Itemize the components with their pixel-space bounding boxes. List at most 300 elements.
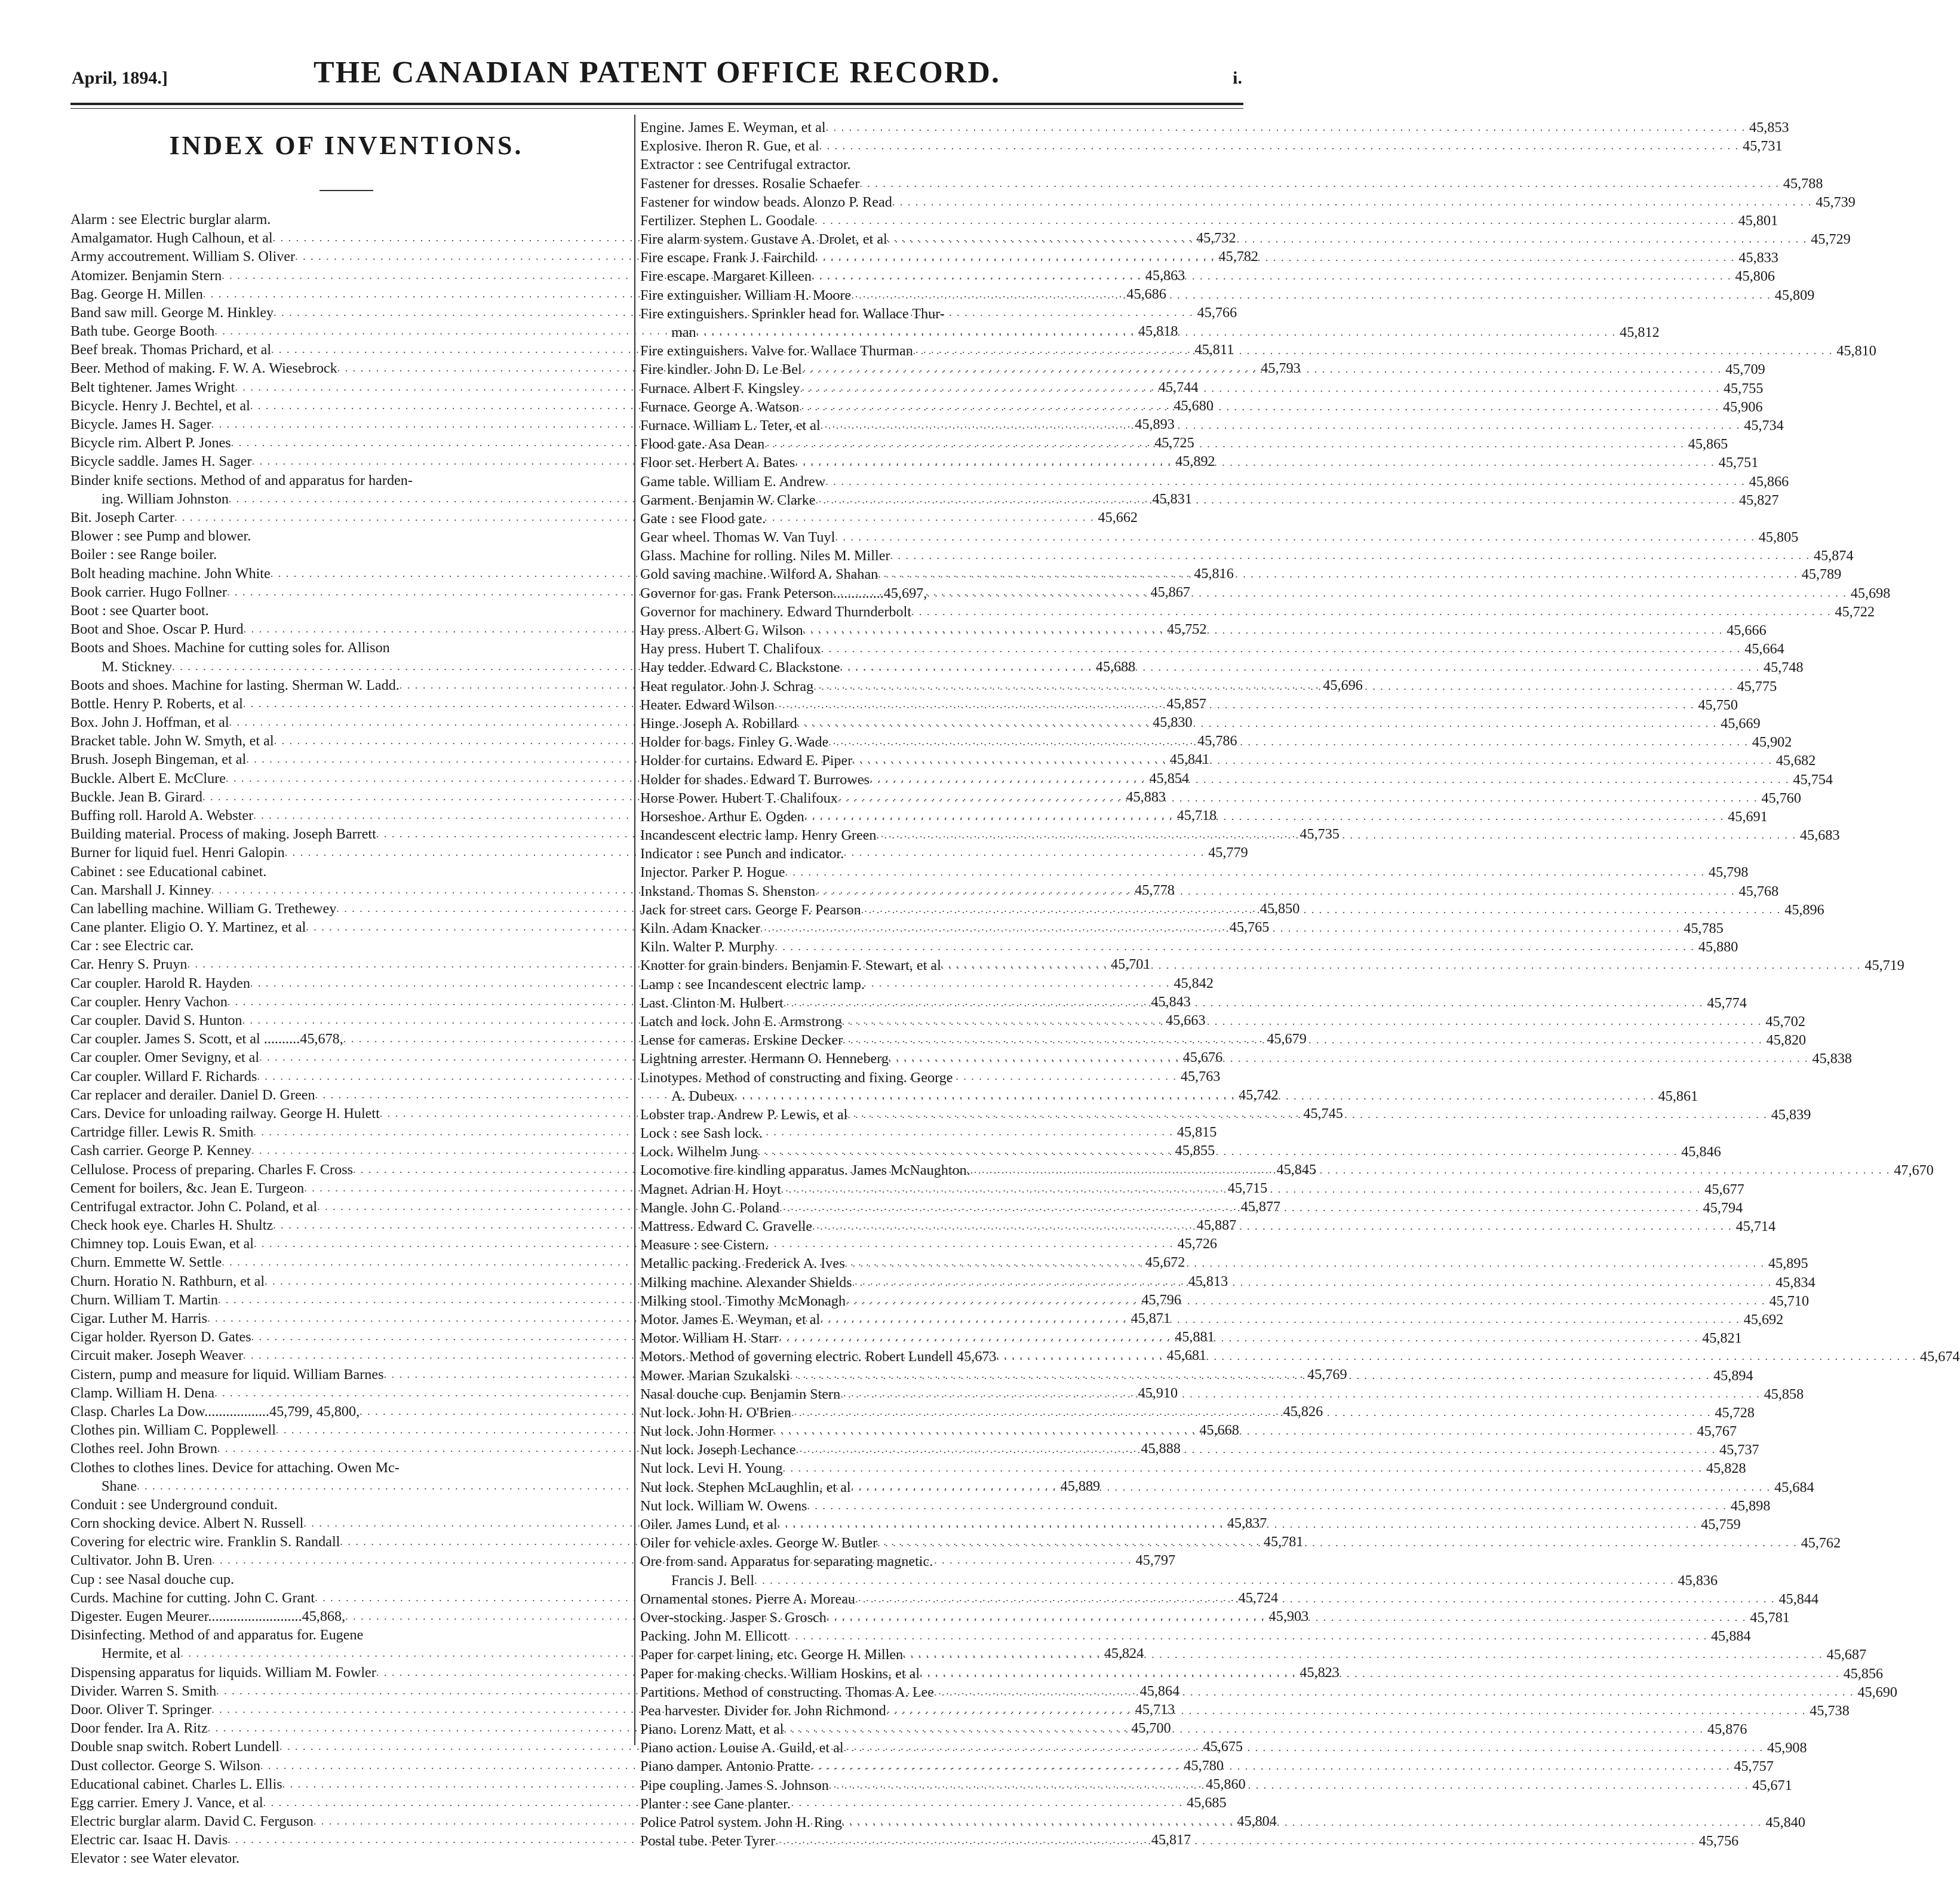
patent-number: 45,757 (1734, 1758, 1774, 1775)
patent-number: 45,895 (1768, 1255, 1808, 1272)
entry-label: Box. John J. Hoffman, et al (70, 714, 229, 731)
entry-label: Heater. Edward Wilson (640, 696, 775, 713)
entry-label: Dust collector. George S. Wilson (70, 1757, 260, 1774)
patent-number: 45,722 (1835, 603, 1875, 620)
entry-label: Fire kindler. John D. Le Bel (640, 361, 802, 378)
patent-number: 45,778 (1135, 882, 1175, 898)
entry-label: Beer. Method of making. F. W. A. Wiesebrock (70, 360, 337, 377)
index-entry (640, 1422, 1737, 1441)
leader-dots (821, 416, 1741, 435)
patent-number: 45,894 (1713, 1367, 1753, 1384)
patent-number: 45,739 (1815, 194, 1855, 210)
patent-number: 45,887 (1196, 1217, 1237, 1234)
patent-number: 45,669 (1721, 715, 1761, 732)
entry-label-continuation: man (671, 324, 696, 341)
index-entry (640, 1776, 1792, 1795)
index-entry (640, 938, 1738, 956)
entry-label: Atomizer. Benjamin Stern (70, 267, 222, 284)
patent-number: 45,898 (1730, 1497, 1771, 1514)
leader-dots (878, 565, 1798, 583)
entry-label: Lamp : see Incandescent electric lamp. (640, 976, 865, 993)
entry-label: Elevator : see Water elevator. (70, 1850, 240, 1867)
patent-number: 45,675 (1203, 1739, 1243, 1755)
entry-label: Jack for street cars. George F. Pearson (640, 901, 861, 918)
entry-label: Brush. Joseph Bingeman, et al (70, 751, 247, 768)
patent-number: 45,686 (1126, 285, 1166, 302)
entry-label: Governor for gas. Frank Peterson..............45,697, (640, 585, 927, 601)
patent-number: 45,767 (1697, 1423, 1737, 1440)
entry-label: Circuit maker. Joseph Weaver (70, 1347, 244, 1364)
patent-number: 45,759 (1701, 1516, 1741, 1533)
patent-number: 45,709 (1725, 361, 1765, 378)
leader-dots (892, 193, 1812, 211)
index-entry (70, 1570, 622, 1589)
entry-label: Beef break. Thomas Prichard, et al (70, 342, 272, 358)
entry-label: Motor. William H. Starr (640, 1330, 779, 1347)
entry-label: Churn. Horatio N. Rathburn, et al (70, 1273, 265, 1289)
patent-number: 45,668 (1199, 1422, 1239, 1439)
leader-dots (851, 286, 1771, 305)
patent-number: 45,719 (1864, 957, 1904, 974)
entry-label: Bag. George H. Millen (70, 285, 203, 302)
entry-label: Motor. James E. Weyman, et al (640, 1311, 821, 1328)
leader-dots (795, 453, 1715, 472)
entry-label: Latch and lock. John E. Armstrong (640, 1013, 842, 1030)
entry-label: Boots and Shoes. Machine for cutting soles for. Allison (70, 640, 390, 656)
entry-label: Nut lock. Joseph Lechance (640, 1442, 796, 1458)
entry-label: Engine. James E. Weyman, et al (640, 119, 826, 136)
patent-number: 45,881 (1175, 1329, 1215, 1346)
entry-label: Packing. John M. Ellicott (640, 1628, 788, 1645)
entry-label: Paper for carpet lining, etc. George H. Millen (640, 1647, 904, 1663)
entry-label: Binder knife sections. Method of and apparatus for harden- (70, 472, 413, 489)
index-entry (70, 936, 622, 955)
entry-label: Gate : see Flood gate. (640, 510, 766, 527)
entry-label: Divider. Warren S. Smith (70, 1682, 217, 1699)
patent-number: 45,854 (1149, 770, 1189, 787)
entry-label: Bath tube. George Booth (70, 323, 215, 340)
index-entry (640, 268, 1775, 286)
patent-number: 45,696 (1323, 677, 1363, 693)
index-entry (640, 1497, 1771, 1515)
patent-number: 45,860 (1206, 1776, 1246, 1792)
entry-label: Electric car. Isaac H. Davis (70, 1832, 228, 1848)
entry-label: Burner for liquid fuel. Henri Galopin (70, 844, 285, 861)
patent-number: 45,865 (1688, 436, 1728, 453)
patent-number: 45,700 (1131, 1720, 1171, 1737)
leader-dots (812, 1217, 1732, 1236)
leader-dots (889, 1049, 1809, 1068)
leader-dots (779, 1199, 1700, 1217)
index-entry (70, 527, 622, 545)
index-entry (640, 155, 1243, 174)
entry-label: Ornamental stones. Pierre A. Moreau (640, 1590, 856, 1607)
entry-label: Car : see Electric car. (70, 938, 194, 954)
leader-dots (845, 1254, 1765, 1273)
index-entry (640, 1310, 1784, 1329)
leader-dots (826, 118, 1746, 137)
index-entry (640, 1720, 1747, 1739)
patent-number: 45,666 (1726, 622, 1767, 639)
entry-label: Chimney top. Louis Ewan, et al (70, 1236, 254, 1252)
leader-dots (877, 826, 1797, 844)
patent-number: 45,880 (1698, 939, 1738, 956)
leader-dots (788, 1627, 1708, 1645)
leader-dots (773, 1422, 1694, 1441)
index-entry (640, 1012, 1805, 1031)
index-entry (640, 1217, 1776, 1236)
entry-label: Furnace. Albert F. Kingsley (640, 380, 800, 397)
patent-number: 45,671 (1752, 1777, 1792, 1793)
leader-dots (797, 714, 1718, 733)
leader-dots (778, 1515, 1698, 1534)
leader-dots (804, 807, 1725, 826)
entry-label: Oiler for vehicle axles. George W. Butler (640, 1535, 878, 1552)
index-entry (640, 1292, 1810, 1310)
patent-number: 45,817 (1151, 1832, 1191, 1848)
entry-label: Building material. Process of making. Joseph Barrett (70, 826, 376, 843)
page-header (72, 55, 1242, 91)
patent-number: 45,745 (1303, 1105, 1343, 1122)
entry-label: Linotypes. Method of constructing and fixing. George (640, 1069, 953, 1086)
entry-label-continuation: M. Stickney (102, 658, 173, 675)
patent-number: 45,687 (1826, 1647, 1867, 1663)
leader-dots (886, 1702, 1807, 1720)
entry-label: Bicycle. Henry J. Bechtel, et al (70, 397, 250, 414)
entry-label: Boiler : see Range boiler. (70, 546, 217, 563)
index-entry (640, 1347, 1960, 1366)
patent-number: 45,824 (1104, 1645, 1144, 1662)
index-entry (640, 472, 1789, 491)
index-entry (640, 491, 1779, 509)
index-entry (640, 714, 1761, 733)
patent-number: 45,820 (1766, 1032, 1807, 1049)
patent-number: 45,838 (1812, 1051, 1852, 1067)
publication-title: THE CANADIAN PATENT OFFICE RECORD. (314, 56, 1000, 90)
entry-label: Egg carrier. Emery J. Vance, et al (70, 1794, 263, 1811)
index-entry (640, 1385, 1804, 1404)
patent-number: 45,876 (1707, 1721, 1747, 1738)
patent-number: 45,780 (1184, 1757, 1224, 1774)
entry-label: Cigar holder. Ryerson D. Gates (70, 1329, 251, 1346)
index-entry (640, 528, 1799, 546)
patent-number: 45,664 (1744, 641, 1784, 658)
entry-label: Fertilizer. Stephen L. Goodale (640, 212, 815, 229)
entry-label: Cars. Device for unloading railway. George H. Hulett (70, 1105, 380, 1122)
patent-number: 45,857 (1166, 695, 1206, 712)
patent-number: 45,840 (1765, 1814, 1805, 1831)
index-entry (640, 137, 1783, 155)
entry-label: Belt tightener. James Wright (70, 379, 235, 395)
leader-dots (735, 1087, 1655, 1105)
entry-label: Dispensing apparatus for liquids. William M. Fowler (70, 1664, 376, 1681)
entry-label: Door fender. Ira A. Ritz (70, 1720, 208, 1737)
entry-label: Mattress. Edward C. Gravelle (640, 1218, 813, 1235)
index-entry (640, 1124, 1243, 1143)
patent-number: 45,839 (1771, 1106, 1811, 1123)
patent-number: 45,748 (1764, 659, 1804, 676)
leader-dots (838, 789, 1758, 807)
patent-number: 45,861 (1658, 1088, 1698, 1104)
leader-dots (846, 1292, 1766, 1310)
entry-label: Nasal douche cup. Benjamin Stern (640, 1386, 841, 1402)
entry-label: Hinge. Joseph A. Robillard (640, 715, 797, 732)
patent-number: 45,724 (1238, 1589, 1279, 1606)
patent-number: 45,833 (1738, 250, 1778, 266)
patent-number: 45,775 (1737, 678, 1777, 695)
entry-label: Oiler. James Lund, et al (640, 1516, 778, 1533)
patent-number: 45,794 (1703, 1199, 1743, 1216)
index-entry (640, 118, 1789, 137)
patent-number: 45,713 (1135, 1701, 1175, 1718)
leader-dots (813, 677, 1734, 696)
entry-label: Cigar. Luther M. Harris (70, 1310, 208, 1327)
entry-label: Double snap switch. Robert Lundell (70, 1739, 279, 1755)
patent-number: 45,866 (1749, 473, 1789, 490)
entry-label: Nut lock. Stephen McLaughlin, et al (640, 1479, 851, 1495)
entry-label: Cabinet : see Educational cabinet. (70, 863, 267, 880)
leader-dots (877, 1534, 1798, 1552)
index-entry (640, 453, 1759, 472)
entry-label: Gold saving machine. Wilford A. Shahan (640, 566, 878, 583)
index-entry (640, 1236, 1243, 1254)
entry-label: Floor set. Herbert A. Bates (640, 454, 795, 471)
entry-label: Knotter for grain binders. Benjamin F. Stewart, et al (640, 957, 941, 974)
entry-label: Indicator : see Punch and indicator. (640, 846, 844, 862)
patent-number: 45,811 (1194, 342, 1234, 358)
patent-number: 45,779 (1208, 844, 1248, 861)
patent-number: 45,688 (1095, 658, 1136, 675)
patent-number: 45,816 (1194, 565, 1234, 582)
patent-number: 45,786 (1197, 733, 1237, 750)
patent-number: 45,680 (1173, 397, 1214, 414)
patent-number: 45,896 (1784, 901, 1824, 918)
entry-label: Bicycle saddle. James H. Sager (70, 453, 252, 470)
entry-label: Fire escape. Margaret Killeen (640, 268, 812, 285)
leader-dots (760, 919, 1681, 938)
leader-dots (825, 472, 1746, 491)
entry-label-continuation: Hermite, et al (102, 1645, 181, 1662)
leader-dots (911, 603, 1832, 621)
index-entry (640, 1049, 1852, 1068)
patent-number: 45,698 (1850, 585, 1891, 601)
leader-dots (764, 435, 1685, 453)
entry-label: Door. Oliver T. Springer (70, 1701, 212, 1718)
entry-label: Blower : see Pump and blower. (70, 528, 251, 545)
entry-label: Metallic packing. Frederick A. Ives (640, 1255, 845, 1272)
index-entry (640, 546, 1854, 565)
entry-label: Flood gate. Asa Dean (640, 436, 765, 453)
index-entry (640, 1645, 1867, 1664)
entry-label: Motors. Method of governing electric. Robert Lundell 45,673 (640, 1349, 997, 1365)
entry-label: Clothes reel. John Brown (70, 1441, 217, 1457)
entry-label: Kiln. Walter P. Murphy (640, 939, 775, 956)
index-entry (640, 1758, 1774, 1776)
patent-number: 45,906 (1723, 398, 1763, 415)
entry-label: Measure : see Cistern. (640, 1237, 769, 1254)
patent-number: 45,744 (1158, 379, 1199, 395)
entry-label: Garment. Benjamin W. Clarke (640, 492, 816, 508)
patent-number: 45,788 (1783, 175, 1823, 192)
patent-number: 45,725 (1154, 435, 1194, 452)
entry-label: Car coupler. Henry Vachon (70, 993, 228, 1010)
patent-number: 45,837 (1227, 1515, 1267, 1532)
patent-number: 45,701 (1111, 956, 1151, 973)
leader-dots (970, 1161, 1891, 1180)
entry-label: Car coupler. James S. Scott, et al ..........45,678, (70, 1031, 343, 1048)
entry-label: Cement for boilers, &c. Jean E. Turgeon (70, 1180, 305, 1196)
entry-label: Nut lock. John H. O'Brien (640, 1404, 791, 1421)
patent-number: 45,702 (1765, 1013, 1805, 1030)
leader-dots (840, 1385, 1761, 1404)
index-entry (640, 1627, 1751, 1645)
entry-label: Bicycle. James H. Sager (70, 416, 211, 433)
index-entry (640, 305, 1660, 342)
patent-number: 45,789 (1801, 566, 1842, 583)
patent-number: 45,815 (1176, 1124, 1217, 1141)
entry-label: Nut lock. John Hormer (640, 1423, 774, 1440)
leader-dots (941, 956, 1861, 975)
leader-dots (775, 696, 1695, 714)
entry-label: Game table. William E. Andrew (640, 473, 826, 490)
index-entry (640, 621, 1767, 640)
leader-dots (779, 1329, 1699, 1347)
patent-number: 45,682 (1775, 753, 1816, 769)
patent-number: 45,677 (1704, 1181, 1744, 1197)
entry-label: Clasp. Charles La Dow..................45,799, 45,800, (70, 1403, 360, 1420)
leader-dots (820, 1310, 1740, 1329)
entry-label: Army accoutrement. William S. Oliver (70, 248, 296, 265)
entry-label: Pipe coupling. James S. Johnson (640, 1777, 829, 1793)
patent-number: 45,910 (1138, 1384, 1178, 1401)
index-entry (640, 566, 1842, 584)
leader-dots (843, 1031, 1763, 1049)
leader-dots (844, 1739, 1764, 1757)
patent-number: 45,836 (1678, 1572, 1718, 1589)
patent-number: 45,804 (1237, 1813, 1277, 1830)
entry-label: Paper for making checks. William Hoskins, et al (640, 1665, 920, 1682)
patent-number: 45,863 (1145, 267, 1185, 284)
patent-number: 45,801 (1738, 212, 1778, 229)
patent-number: 45,812 (1620, 324, 1660, 341)
leader-dots (920, 1664, 1840, 1683)
entry-label: Mower. Marian Szukalski (640, 1367, 790, 1384)
index-entry (640, 174, 1823, 193)
entry-label: Alarm : see Electric burglar alarm. (70, 211, 271, 228)
index-entry (640, 807, 1768, 826)
patent-number: 45,796 (1141, 1291, 1181, 1308)
entry-label: Band saw mill. George M. Hinkley (70, 304, 274, 321)
entry-label: Cellulose. Process of preparing. Charles F. Cross (70, 1161, 354, 1178)
patent-number: 45,726 (1177, 1236, 1218, 1252)
patent-number: 45,843 (1151, 993, 1191, 1010)
entry-label: Curds. Machine for cutting. John C. Grant (70, 1589, 315, 1606)
index-entry (640, 416, 1784, 435)
index-entry (640, 193, 1855, 211)
leader-dots (913, 342, 1833, 360)
patent-number: 45,846 (1681, 1144, 1721, 1160)
patent-number: 45,903 (1268, 1608, 1309, 1625)
entry-label: Lightning arrester. Hermann O. Henneberg (640, 1051, 889, 1067)
patent-number: 45,679 (1267, 1031, 1307, 1048)
header-rule-thin (70, 108, 1243, 109)
leader-dots (842, 1813, 1762, 1832)
entry-label: Churn. Emmette W. Settle (70, 1254, 222, 1271)
entry-label: Car coupler. David S. Hunton (70, 1012, 242, 1029)
entry-label: Piano action. Louise A. Guild, et al (640, 1740, 844, 1756)
patent-number: 45,827 (1739, 492, 1779, 508)
entry-label: Bicycle rim. Albert P. Jones (70, 435, 231, 452)
index-entry (640, 733, 1792, 751)
leader-dots (827, 1608, 1747, 1627)
patent-number: 45,684 (1774, 1479, 1814, 1495)
entry-label: Covering for electric wire. Franklin S. Randall (70, 1534, 340, 1550)
leader-dots (784, 994, 1704, 1012)
leader-dots (852, 751, 1772, 770)
entry-label: Bottle. Henry P. Roberts, et al (70, 695, 243, 712)
entry-label: Buffing roll. Harold A. Webster (70, 807, 254, 824)
entry-label: Inkstand. Thomas S. Shenston (640, 883, 816, 899)
leader-dots (812, 267, 1732, 285)
index-entry (70, 545, 622, 564)
index-entry (70, 862, 622, 881)
patent-number: 45,690 (1857, 1684, 1897, 1700)
patent-number: 45,732 (1196, 230, 1236, 247)
index-entry (640, 658, 1804, 677)
leader-dots (997, 1347, 1917, 1366)
entry-continuation-line (640, 323, 1660, 342)
patent-number: 45,765 (1229, 919, 1270, 936)
index-entry (640, 379, 1764, 398)
patent-number: 47,670 (1894, 1162, 1934, 1179)
index-entry (640, 211, 1778, 230)
entry-label: Fire extinguishers. Valve for. Wallace Thurman (640, 343, 913, 360)
entry-label: Cash carrier. George P. Kenney (70, 1143, 252, 1159)
entry-label: Explosive. Iheron R. Gue, et al (640, 138, 819, 155)
entry-label: Car coupler. Harold R. Hayden (70, 975, 250, 991)
index-entry (640, 1273, 1815, 1292)
patent-number: 45,830 (1153, 714, 1193, 731)
patent-number: 45,856 (1843, 1665, 1884, 1682)
entry-label: Heat regulator. John J. Schrag (640, 678, 814, 695)
patent-number: 45,754 (1793, 771, 1833, 788)
entry-label: Police Patrol system. John H. Ring (640, 1814, 842, 1831)
patent-number: 45,874 (1814, 548, 1854, 564)
leader-dots (861, 901, 1781, 919)
leader-dots (855, 1590, 1775, 1608)
patent-number: 45,828 (1706, 1460, 1746, 1477)
entry-label: Boot : see Quarter boot. (70, 602, 209, 619)
entry-label: Extractor : see Centrifugal extractor. (640, 156, 851, 173)
leader-dots (816, 491, 1736, 509)
patent-number: 45,674 (1920, 1349, 1960, 1365)
entry-label: Bracket table. John W. Smyth, et al (70, 733, 274, 750)
entry-label: Lobster trap. Andrew P. Lewis, et al (640, 1106, 848, 1123)
index-entry (70, 210, 622, 229)
patent-number: 45,877 (1240, 1198, 1281, 1215)
patent-number: 45,793 (1261, 360, 1301, 377)
entry-label: Piano. Lorenz Matt, et al (640, 1721, 784, 1738)
patent-number: 45,714 (1735, 1218, 1776, 1235)
patent-number: 45,763 (1180, 1068, 1221, 1085)
leader-dots (819, 137, 1740, 155)
index-entry (640, 1441, 1759, 1459)
entry-label: Clothes pin. William C. Popplewell (70, 1422, 276, 1439)
entry-label: Glass. Machine for rolling. Niles M. Miller (640, 548, 890, 564)
entry-label: Piano damper. Antonio Pratte (640, 1758, 810, 1775)
index-entry (640, 770, 1833, 789)
leader-dots (800, 379, 1720, 398)
